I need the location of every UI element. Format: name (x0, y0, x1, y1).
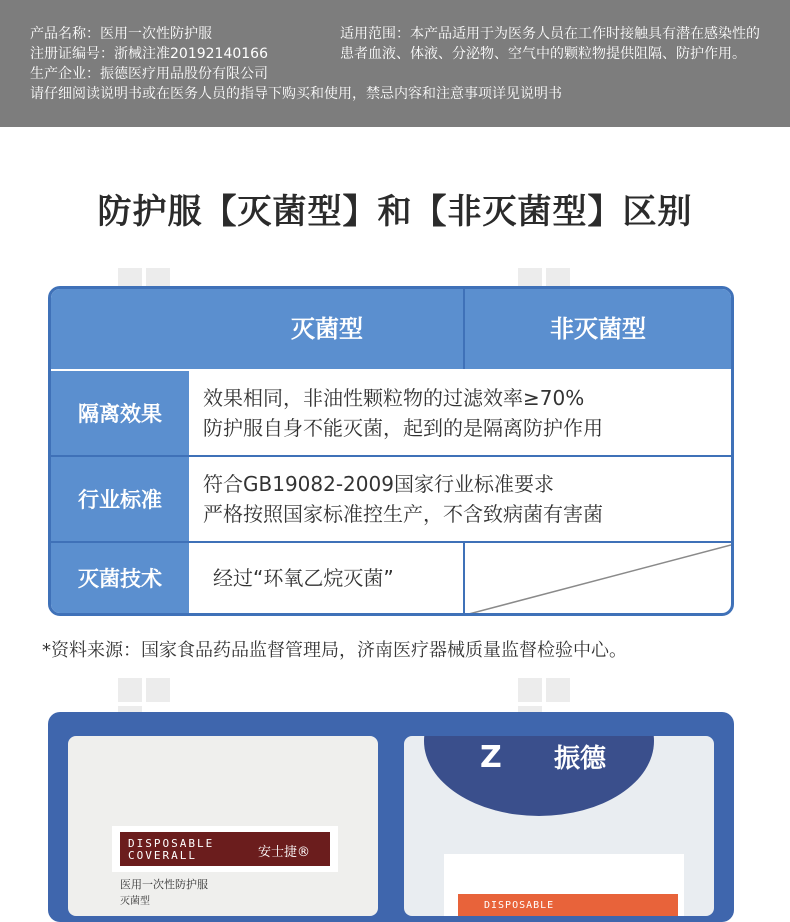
sterile-technique-value: 经过“环氧乙烷灭菌” (213, 566, 394, 590)
label-english: DISPOSABLE COVERALL (128, 837, 215, 862)
row-line: 符合GB19082-2009国家行业标准要求 (203, 472, 554, 496)
label-english: DISPOSABLE (484, 900, 555, 911)
row-value (191, 371, 731, 455)
usage-notice: 请仔细阅读说明书或在医务人员的指导下购买和使用，禁忌内容和注意事项详见说明书 (30, 86, 562, 102)
table-row (51, 543, 731, 616)
row-line: 严格按照国家标准控生产，不含致病菌有害菌 (203, 502, 603, 526)
manufacturer: 生产企业：振德医疗用品股份有限公司 (30, 66, 268, 82)
brand-name: 安士捷® (258, 845, 311, 860)
logo-circle (424, 736, 654, 816)
row-label: 隔离效果 (51, 371, 189, 455)
row-label: 灭菌技术 (51, 543, 189, 613)
product-info-header (0, 0, 790, 127)
column-sterile: 灭菌型 (291, 315, 363, 343)
package-label (444, 854, 684, 916)
column-non-sterile: 非灭菌型 (550, 315, 646, 343)
label-band (120, 832, 330, 866)
product-image-sterile (68, 736, 378, 916)
table-header (51, 289, 731, 369)
product-info-left (30, 24, 330, 84)
row-value (191, 457, 731, 541)
application-scope: 适用范围：本产品适用于为医务人员在工作时接触具有潜在感染性的患者血液、体液、分泌物、空气中的颗粒物提供阻隔、防护作用。 (340, 26, 760, 62)
logo-text: 振德 (554, 744, 607, 774)
table-row (51, 371, 731, 455)
row-line: 防护服自身不能灭菌，起到的是隔离防护作用 (203, 416, 603, 440)
table-row (51, 457, 731, 541)
product-name: 产品名称：医用一次性防护服 (30, 26, 212, 42)
product-image-non-sterile (404, 736, 714, 916)
source-note: *资料来源：国家食品药品监督管理局，济南医疗器械质量监督检验中心。 (42, 640, 627, 661)
row-line: 效果相同，非油性颗粒物的过滤效率≥70% (203, 386, 585, 410)
comparison-table (48, 286, 734, 616)
package-type: 灭菌型 (120, 896, 150, 907)
zhende-logo-icon: Z (480, 740, 502, 775)
comparison-title: 防护服【灭菌型】和【非灭菌型】区别 (97, 192, 693, 232)
registration-number: 注册证编号：浙械注准20192140166 (30, 46, 268, 62)
package-product-name: 医用一次性防护服 (120, 878, 208, 891)
row-label: 行业标准 (51, 457, 189, 541)
empty-cell-slash (465, 543, 731, 615)
